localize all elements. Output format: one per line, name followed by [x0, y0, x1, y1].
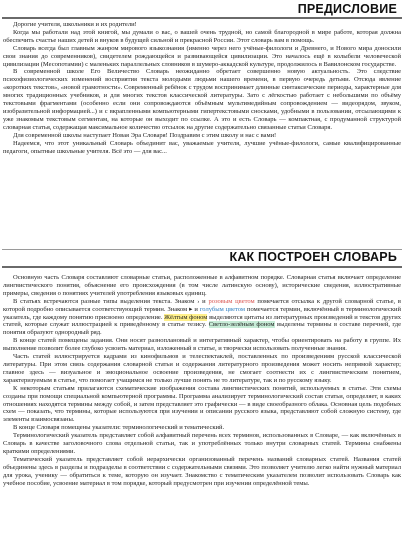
heading-rule: [2, 17, 402, 19]
legend-text: выделяются цитаты из литературных произведений и текстов других статей, которые служат иллюстрацией к приведённому в статье тезису.: [3, 313, 401, 329]
structure-paragraph: В конце Словаря помещены указатели: терминологический и тематический.: [13, 424, 225, 432]
heading-rule: [2, 266, 402, 268]
structure-paragraph: В конце статей помещены задания. Они носят разноплановый и интегративный характер, чтобы ориентировать на работу в группе. Их выполнение позволит более глубоко усвоить материал, изложенный в статье, и творчески использовать полученные знания.: [3, 337, 401, 353]
structure-paragraph: Терминологический указатель представляет собой алфавитный перечень всех терминов, использованных в Словаре, — как включённых в Словарь в качестве заголовочного слова отдельной статьи, так и употреблённых только внутри словарных статей. Термины снабжены краткими определениями.: [3, 432, 401, 455]
salutation: Дорогие учителя, школьники и их родители!: [13, 21, 137, 28]
structure-heading: КАК ПОСТРОЕН СЛОВАРЬ: [229, 250, 397, 264]
foreword-paragraph: Словарь всегда был главным жанром мирового языкознания (именно через него учёные-филологи и Древнего, и Нового мира доносили свои знания до современников), свидетелем рождающейся и развивающейся цивилизации. Это началось ещё в колыбели человеческой цивилизации (Месопотамии) с маленьких параллельных словников в шумеро-аккадской культуре, продолжилось в Вавилонском государстве.: [3, 44, 401, 68]
structure-paragraph: Часть статей иллюстрируется кадрами из кинофильмов и телеспектаклей, поставленных по произведениям русской классической литературы. При этом связь содержания словарной статьи и содержания литературного произведения может носить непрямой характер; главное здесь — визуальное и эмоциональное освоение произведения, не смогает соотнести их с лингвистическим понятием, характеризуемым в статье, что помогает учащимся не только лучше понять не то литературе, так и по русскому языку.: [3, 353, 401, 384]
pink-color-example: розовым цветом: [208, 297, 255, 305]
foreword-paragraph: В современной школе Его Величество Словарь неожиданно обретает совершенно новую актуальность. Это следствие психофизиологических изменений восприятия текста молодыми людьми нашего времени, в первую очередь детьми. Отсюда явление «коротких текстов», «новой грамотности». Современный ребёнок с трудом воспринимает длинные синтаксические периоды, характерные для многих традиционных учебников, и для многих текстов классической литературы. Зато с лёгкостью работает с небольшими по объёму текстовыми фрагментами (особенно если они сопровождаются объёмным мультимедийным сопровождением — видеорядом, звуком, изобразительной информацией...) и с вкрапленными компьютерными гипертекстовыми сносками, удобными в пользовании, отсылающими к уже знакомым текстовым сегментам, на которые он выходит по ссылке. А это и есть Словарь — компактная, с продуманной структурой словарная статья, содержащая максимальное количество отсылок на другие содержательно связанные статьи Словаря.: [3, 68, 401, 131]
legend-text: помечается отсылка к другой словарной статье, в которой подробно описывается соответствующий термин. Знаком ▸ и: [3, 297, 401, 313]
legend-text: В статьях встречаются разные типы выделения текста. Знаком › и: [13, 297, 209, 305]
legend-text: выделены термины в составе перечней, где понятия образуют однородный ряд.: [3, 321, 401, 337]
highlight-legend-paragraph: [3, 298, 401, 338]
structure-paragraph: К некоторым статьям прилагаются схематические изображения состава лингвистических понятий, используемых в статье. Эти схемы созданы при помощи специальной компьютерной программы. Программа анализирует терминологический состав статьи, определяет, в каких отношениях находятся термины между собой, и затем представляет это графически — в виде своеобразного облака. Основная цель подобных схем — показать, что термины, которые используются при изучении и описании русского языка, представляют собой сложную систему, где элементы взаимосвязаны.: [3, 384, 401, 424]
legend-text: помечается термин, включённый в терминологический указатель, где каждому понятию присвоено определение.: [3, 305, 401, 321]
foreword-paragraph: Когда мы работали над этой книгой, мы думали о вас, о вашей очень трудной, но самой благородной в мире работе, которая должна обеспечить счастье наших детей и внуков в будущей сильной и прекрасной России. Этот словарь вам в помощь.: [3, 28, 401, 44]
green-highlight-example: Светло-зелёным фоном: [208, 321, 275, 329]
yellow-highlight-example: Жёлтым фоном: [164, 313, 208, 321]
structure-paragraph: Основную часть Словаря составляют словарные статьи, расположенные в алфавитном порядке. Словарная статья включает определение лингвистического понятия, объяснение его происхождения (в том числе латинскую основу), исторические сведения, иллюстративные примеры, сведения о понятиях учителей употребления языковых единиц.: [3, 274, 401, 297]
foreword-body: [3, 21, 401, 155]
foreword-paragraph: Надеемся, что этот уникальный Словарь объединит вас, уважаемые учителя, лучшие учёные-филологи, самые квалифицированные педагоги, опытные школьные учителя. Всё это — для вас...: [3, 139, 401, 155]
structure-body: [3, 274, 401, 487]
foreword-paragraph: Для современной школы наступает Новая Эра Словаря! Поздравим с этим школу и нас с вами!: [13, 131, 277, 139]
foreword-heading: ПРЕДИСЛОВИЕ: [297, 2, 397, 16]
blue-color-example: голубым цветом: [199, 305, 246, 313]
structure-paragraph: Тематический указатель представляет собой иерархически организованный перечень названий словарных статей. Названия статей объединены здесь в разделы и подразделы в соответствии с содержательными связями. Это позволяет учителю легко найти нужный материал для урока, ученику — обратиться к теме, которую он изучает. Знакомство с тематическим указателем позволит использовать Словарь как учебное пособие, усвоение материал в том порядке, который предусмотрен при изучении определённой темы.: [3, 455, 401, 487]
